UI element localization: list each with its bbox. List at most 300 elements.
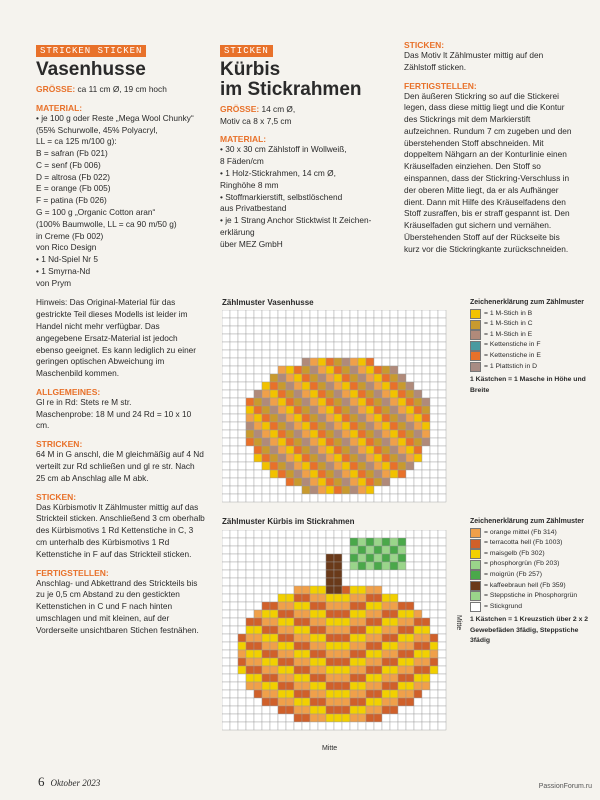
grid-cell	[422, 666, 430, 674]
grid-cell	[366, 618, 374, 626]
grid-cell	[278, 602, 286, 610]
grid-cell	[406, 578, 414, 586]
grid-cell	[398, 438, 406, 446]
grid-cell	[350, 722, 358, 730]
grid-cell	[398, 682, 406, 690]
legend-item: = Stickgrund	[470, 602, 598, 613]
grid-cell	[318, 350, 326, 358]
grid-cell	[366, 494, 374, 502]
grid-cell	[262, 342, 270, 350]
grid-cell	[358, 706, 366, 714]
grid-cell	[230, 494, 238, 502]
grid-cell	[422, 586, 430, 594]
grid-cell	[366, 350, 374, 358]
grid-cell	[406, 366, 414, 374]
grid-cell	[430, 706, 438, 714]
grid-cell	[310, 318, 318, 326]
grid-cell	[414, 462, 422, 470]
grid-cell	[358, 470, 366, 478]
grid-cell	[334, 454, 342, 462]
grid-cell	[382, 602, 390, 610]
grid-cell	[430, 454, 438, 462]
grid-cell	[246, 494, 254, 502]
grid-cell	[254, 358, 262, 366]
grid-cell	[334, 530, 342, 538]
grid-cell	[358, 318, 366, 326]
grid-cell	[310, 478, 318, 486]
grid-cell	[422, 722, 430, 730]
grid-cell	[302, 478, 310, 486]
grid-cell	[278, 578, 286, 586]
grid-cell	[398, 334, 406, 342]
grid-cell	[286, 454, 294, 462]
grid-cell	[318, 390, 326, 398]
grid-cell	[374, 618, 382, 626]
grid-cell	[438, 546, 446, 554]
grid-cell	[374, 478, 382, 486]
material-list	[36, 113, 206, 290]
grid-cell	[294, 470, 302, 478]
material-item: (100% Baumwolle, LL = ca 90 m/50 g)	[36, 218, 177, 229]
grid-cell	[310, 546, 318, 554]
grid-cell	[382, 462, 390, 470]
material-item: aus Privatbestand	[220, 203, 287, 214]
grid-cell	[262, 382, 270, 390]
grid-cell	[238, 318, 246, 326]
grid-cell	[430, 382, 438, 390]
grid-cell	[382, 414, 390, 422]
grid-cell	[222, 530, 230, 538]
grid-cell	[262, 486, 270, 494]
grid-cell	[238, 462, 246, 470]
grid-cell	[238, 602, 246, 610]
grid-cell	[382, 382, 390, 390]
grid-cell	[342, 578, 350, 586]
grid-cell	[342, 310, 350, 318]
grid-cell	[262, 494, 270, 502]
grid-cell	[438, 438, 446, 446]
grid-cell	[422, 398, 430, 406]
grid-cell	[262, 462, 270, 470]
legend-item: = terracotta hell (Fb 1003)	[470, 538, 598, 549]
grid-cell	[358, 570, 366, 578]
legend1-note: 1 Kästchen = 1 Masche in Höhe und Breite	[470, 376, 586, 394]
grid-cell	[342, 422, 350, 430]
grid-cell	[302, 546, 310, 554]
grid-cell	[390, 350, 398, 358]
grid-cell	[286, 554, 294, 562]
grid-cell	[406, 478, 414, 486]
grid-cell	[438, 358, 446, 366]
grid-cell	[286, 610, 294, 618]
grid-cell	[326, 698, 334, 706]
grid-cell	[374, 342, 382, 350]
grid-cell	[270, 342, 278, 350]
legend-item: = phosphorgrün (Fb 203)	[470, 559, 598, 570]
grid-cell	[382, 538, 390, 546]
allgemeines-2: Maschenprobe: 18 M und 24 Rd = 10 x 10 cm.	[36, 408, 192, 431]
grid-cell	[374, 554, 382, 562]
grid-cell	[270, 470, 278, 478]
grid-cell	[334, 722, 342, 730]
grid-cell	[358, 626, 366, 634]
grid-cell	[374, 462, 382, 470]
grid-cell	[398, 642, 406, 650]
grid-cell	[366, 714, 374, 722]
grid-cell	[406, 714, 414, 722]
grid-cell	[358, 714, 366, 722]
grid-cell	[270, 586, 278, 594]
grid-cell	[246, 486, 254, 494]
grid-cell	[254, 706, 262, 714]
grid-cell	[294, 414, 302, 422]
grid-cell	[406, 462, 414, 470]
grid-cell	[430, 486, 438, 494]
material-item: von Rico Design	[36, 242, 97, 253]
grid-cell	[230, 722, 238, 730]
grid-cell	[238, 698, 246, 706]
grid-cell	[366, 666, 374, 674]
grid-cell	[334, 658, 342, 666]
grid-cell	[294, 594, 302, 602]
grid-cell	[254, 554, 262, 562]
grid-cell	[414, 494, 422, 502]
grid-cell	[230, 454, 238, 462]
grid-cell	[270, 602, 278, 610]
grid-cell	[422, 478, 430, 486]
grid-cell	[350, 714, 358, 722]
grid-cell	[230, 446, 238, 454]
chart1-title: Zählmuster Vasenhusse	[222, 298, 314, 307]
grid-cell	[318, 706, 326, 714]
grid-cell	[302, 562, 310, 570]
grid-cell	[406, 538, 414, 546]
grid-cell	[334, 634, 342, 642]
grid-cell	[310, 698, 318, 706]
grid-cell	[406, 530, 414, 538]
grid-cell	[438, 406, 446, 414]
grid-cell	[382, 642, 390, 650]
grid-cell	[278, 538, 286, 546]
grid-cell	[286, 462, 294, 470]
legend-swatch	[470, 528, 481, 538]
grid-cell	[262, 366, 270, 374]
grid-cell	[366, 546, 374, 554]
grid-cell	[422, 706, 430, 714]
grid-cell	[430, 414, 438, 422]
grid-cell	[358, 722, 366, 730]
hinweis-text: Hinweis: Das Original-Material für das gestrickte Teil dieses Modells ist leider im Handel nicht mehr verfügbar. Das angegebene Ersatz-Material ist jedoch ebenso geeignet. Es kann lediglich zu einer geringen optischen Abweichung im Maschenbild kommen.	[36, 297, 197, 379]
grid-cell	[222, 462, 230, 470]
grid-cell	[302, 470, 310, 478]
grid-cell	[358, 538, 366, 546]
grid-cell	[302, 722, 310, 730]
grid-cell	[406, 374, 414, 382]
grid-cell	[422, 366, 430, 374]
grid-cell	[270, 530, 278, 538]
grid-cell	[286, 634, 294, 642]
grid-cell	[366, 334, 374, 342]
grid-cell	[222, 706, 230, 714]
grid-cell	[374, 350, 382, 358]
grid-cell	[438, 366, 446, 374]
grid-cell	[246, 326, 254, 334]
grid-cell	[358, 454, 366, 462]
grid-cell	[334, 422, 342, 430]
grid-cell	[374, 594, 382, 602]
grid-cell	[334, 546, 342, 554]
grid-cell	[422, 530, 430, 538]
grid-cell	[302, 366, 310, 374]
grid-cell	[366, 554, 374, 562]
material-item: E = orange (Fb 005)	[36, 183, 111, 194]
grid-cell	[438, 326, 446, 334]
material-item: (55% Schurwolle, 45% Polyacryl,	[36, 124, 158, 135]
grid-cell	[390, 642, 398, 650]
grid-cell	[366, 570, 374, 578]
grid-cell	[342, 390, 350, 398]
grid-cell	[246, 382, 254, 390]
grid-cell	[254, 658, 262, 666]
grid-cell	[350, 470, 358, 478]
grid-cell	[270, 462, 278, 470]
grid-cell	[374, 562, 382, 570]
grid-cell	[302, 454, 310, 462]
grid-cell	[222, 674, 230, 682]
grid-cell	[270, 674, 278, 682]
grid-cell	[358, 366, 366, 374]
grid-cell	[350, 454, 358, 462]
grid-cell	[390, 494, 398, 502]
grid-cell	[270, 430, 278, 438]
grid-cell	[414, 406, 422, 414]
grid-cell	[382, 494, 390, 502]
grid-cell	[262, 358, 270, 366]
grid-cell	[366, 374, 374, 382]
grid-cell	[414, 438, 422, 446]
grid-cell	[438, 642, 446, 650]
grid-cell	[414, 546, 422, 554]
grid-cell	[422, 714, 430, 722]
grid-cell	[262, 530, 270, 538]
stricken-heading: STRICKEN:	[36, 439, 83, 450]
grid-cell	[366, 706, 374, 714]
grid-cell	[414, 342, 422, 350]
grid-cell	[374, 570, 382, 578]
grid-cell	[390, 454, 398, 462]
grid-cell	[350, 334, 358, 342]
grid-cell	[342, 398, 350, 406]
grid-cell	[294, 578, 302, 586]
grid-cell	[430, 658, 438, 666]
grid-cell	[302, 414, 310, 422]
grid-cell	[366, 486, 374, 494]
grid-cell	[334, 642, 342, 650]
grid-cell	[334, 358, 342, 366]
grid-cell	[398, 570, 406, 578]
grid-cell	[438, 318, 446, 326]
grid-cell	[414, 430, 422, 438]
grid-cell	[222, 578, 230, 586]
grid-cell	[294, 350, 302, 358]
grid-cell	[310, 438, 318, 446]
grid-cell	[430, 430, 438, 438]
grid-cell	[310, 382, 318, 390]
grid-cell	[414, 714, 422, 722]
grid-cell	[382, 438, 390, 446]
grid-cell	[366, 382, 374, 390]
grid-cell	[238, 706, 246, 714]
grid-cell	[366, 698, 374, 706]
grid-cell	[350, 486, 358, 494]
grid-cell	[262, 650, 270, 658]
grid-cell	[246, 342, 254, 350]
grid-cell	[390, 470, 398, 478]
grid-cell	[334, 594, 342, 602]
grid-cell	[430, 618, 438, 626]
grid-cell	[318, 666, 326, 674]
grid-cell	[262, 554, 270, 562]
grid-cell	[334, 610, 342, 618]
grid-cell	[334, 666, 342, 674]
grid-cell	[326, 538, 334, 546]
grid-cell	[238, 398, 246, 406]
grid-cell	[438, 578, 446, 586]
grid-cell	[278, 666, 286, 674]
grid-cell	[286, 530, 294, 538]
grid-cell	[254, 486, 262, 494]
grid-cell	[230, 366, 238, 374]
grid-cell	[358, 446, 366, 454]
grid-cell	[318, 698, 326, 706]
grid-cell	[366, 310, 374, 318]
grid-cell	[342, 634, 350, 642]
grid-cell	[406, 602, 414, 610]
grid-cell	[230, 650, 238, 658]
grid-cell	[238, 538, 246, 546]
grid-cell	[318, 690, 326, 698]
grid-cell	[246, 554, 254, 562]
grid-cell	[246, 430, 254, 438]
chart2-title: Zählmuster Kürbis im Stickrahmen	[222, 517, 355, 526]
grid-cell	[302, 530, 310, 538]
grid-cell	[270, 486, 278, 494]
grid-cell	[310, 486, 318, 494]
grid-cell	[294, 390, 302, 398]
grid-cell	[278, 350, 286, 358]
grid-cell	[278, 390, 286, 398]
grid-cell	[374, 666, 382, 674]
grid-cell	[262, 602, 270, 610]
grid-cell	[302, 494, 310, 502]
grid-cell	[262, 326, 270, 334]
grid-cell	[318, 634, 326, 642]
grid-cell	[366, 398, 374, 406]
grid-cell	[342, 406, 350, 414]
grid-cell	[294, 462, 302, 470]
grid-cell	[310, 422, 318, 430]
grid-cell	[438, 666, 446, 674]
grid-cell	[366, 578, 374, 586]
material-item: C = senf (Fb 006)	[36, 159, 101, 170]
grid-cell	[254, 586, 262, 594]
grid-cell	[334, 334, 342, 342]
material-item: D = altrosa (Fb 022)	[36, 171, 111, 182]
grid-cell	[358, 642, 366, 650]
grid-cell	[230, 682, 238, 690]
grid-cell	[358, 478, 366, 486]
grid-cell	[350, 530, 358, 538]
grid-cell	[222, 562, 230, 570]
grid-cell	[238, 586, 246, 594]
grid-cell	[246, 618, 254, 626]
grid-cell	[334, 390, 342, 398]
grid-cell	[318, 422, 326, 430]
grid-cell	[246, 446, 254, 454]
grid-cell	[430, 494, 438, 502]
grid-cell	[430, 674, 438, 682]
grid-cell	[382, 334, 390, 342]
grid-cell	[350, 546, 358, 554]
grid-cell	[350, 374, 358, 382]
material-item: Ringhöhe 8 mm	[220, 179, 279, 190]
grid-cell	[278, 546, 286, 554]
grid-cell	[222, 334, 230, 342]
grid-cell	[318, 530, 326, 538]
grid-cell	[262, 446, 270, 454]
grid-cell	[438, 674, 446, 682]
grid-cell	[270, 634, 278, 642]
grid-cell	[326, 618, 334, 626]
grid-cell	[310, 530, 318, 538]
grid-cell	[422, 390, 430, 398]
grid-cell	[398, 406, 406, 414]
grid-cell	[270, 326, 278, 334]
grid-cell	[270, 610, 278, 618]
grid-cell	[334, 406, 342, 414]
grid-cell	[222, 570, 230, 578]
grid-cell	[238, 650, 246, 658]
grid-cell	[342, 586, 350, 594]
grid-cell	[382, 530, 390, 538]
grid-cell	[438, 374, 446, 382]
grid-cell	[222, 602, 230, 610]
grid-cell	[254, 690, 262, 698]
grid-cell	[382, 578, 390, 586]
grid-cell	[342, 538, 350, 546]
grid-cell	[334, 578, 342, 586]
legend-swatch	[470, 560, 481, 570]
grid-cell	[406, 414, 414, 422]
material-item: in Creme (Fb 002)	[36, 230, 104, 241]
grid-cell	[358, 602, 366, 610]
grid-cell	[350, 698, 358, 706]
grid-cell	[382, 706, 390, 714]
grid-cell	[342, 618, 350, 626]
grid-cell	[302, 398, 310, 406]
grid-cell	[278, 618, 286, 626]
grid-cell	[294, 374, 302, 382]
grid-cell	[326, 546, 334, 554]
grid-cell	[382, 366, 390, 374]
grid-cell	[302, 674, 310, 682]
grid-cell	[238, 366, 246, 374]
grid-cell	[230, 674, 238, 682]
grid-cell	[230, 626, 238, 634]
grid-cell	[366, 326, 374, 334]
grid-cell	[222, 546, 230, 554]
grid-cell	[254, 642, 262, 650]
